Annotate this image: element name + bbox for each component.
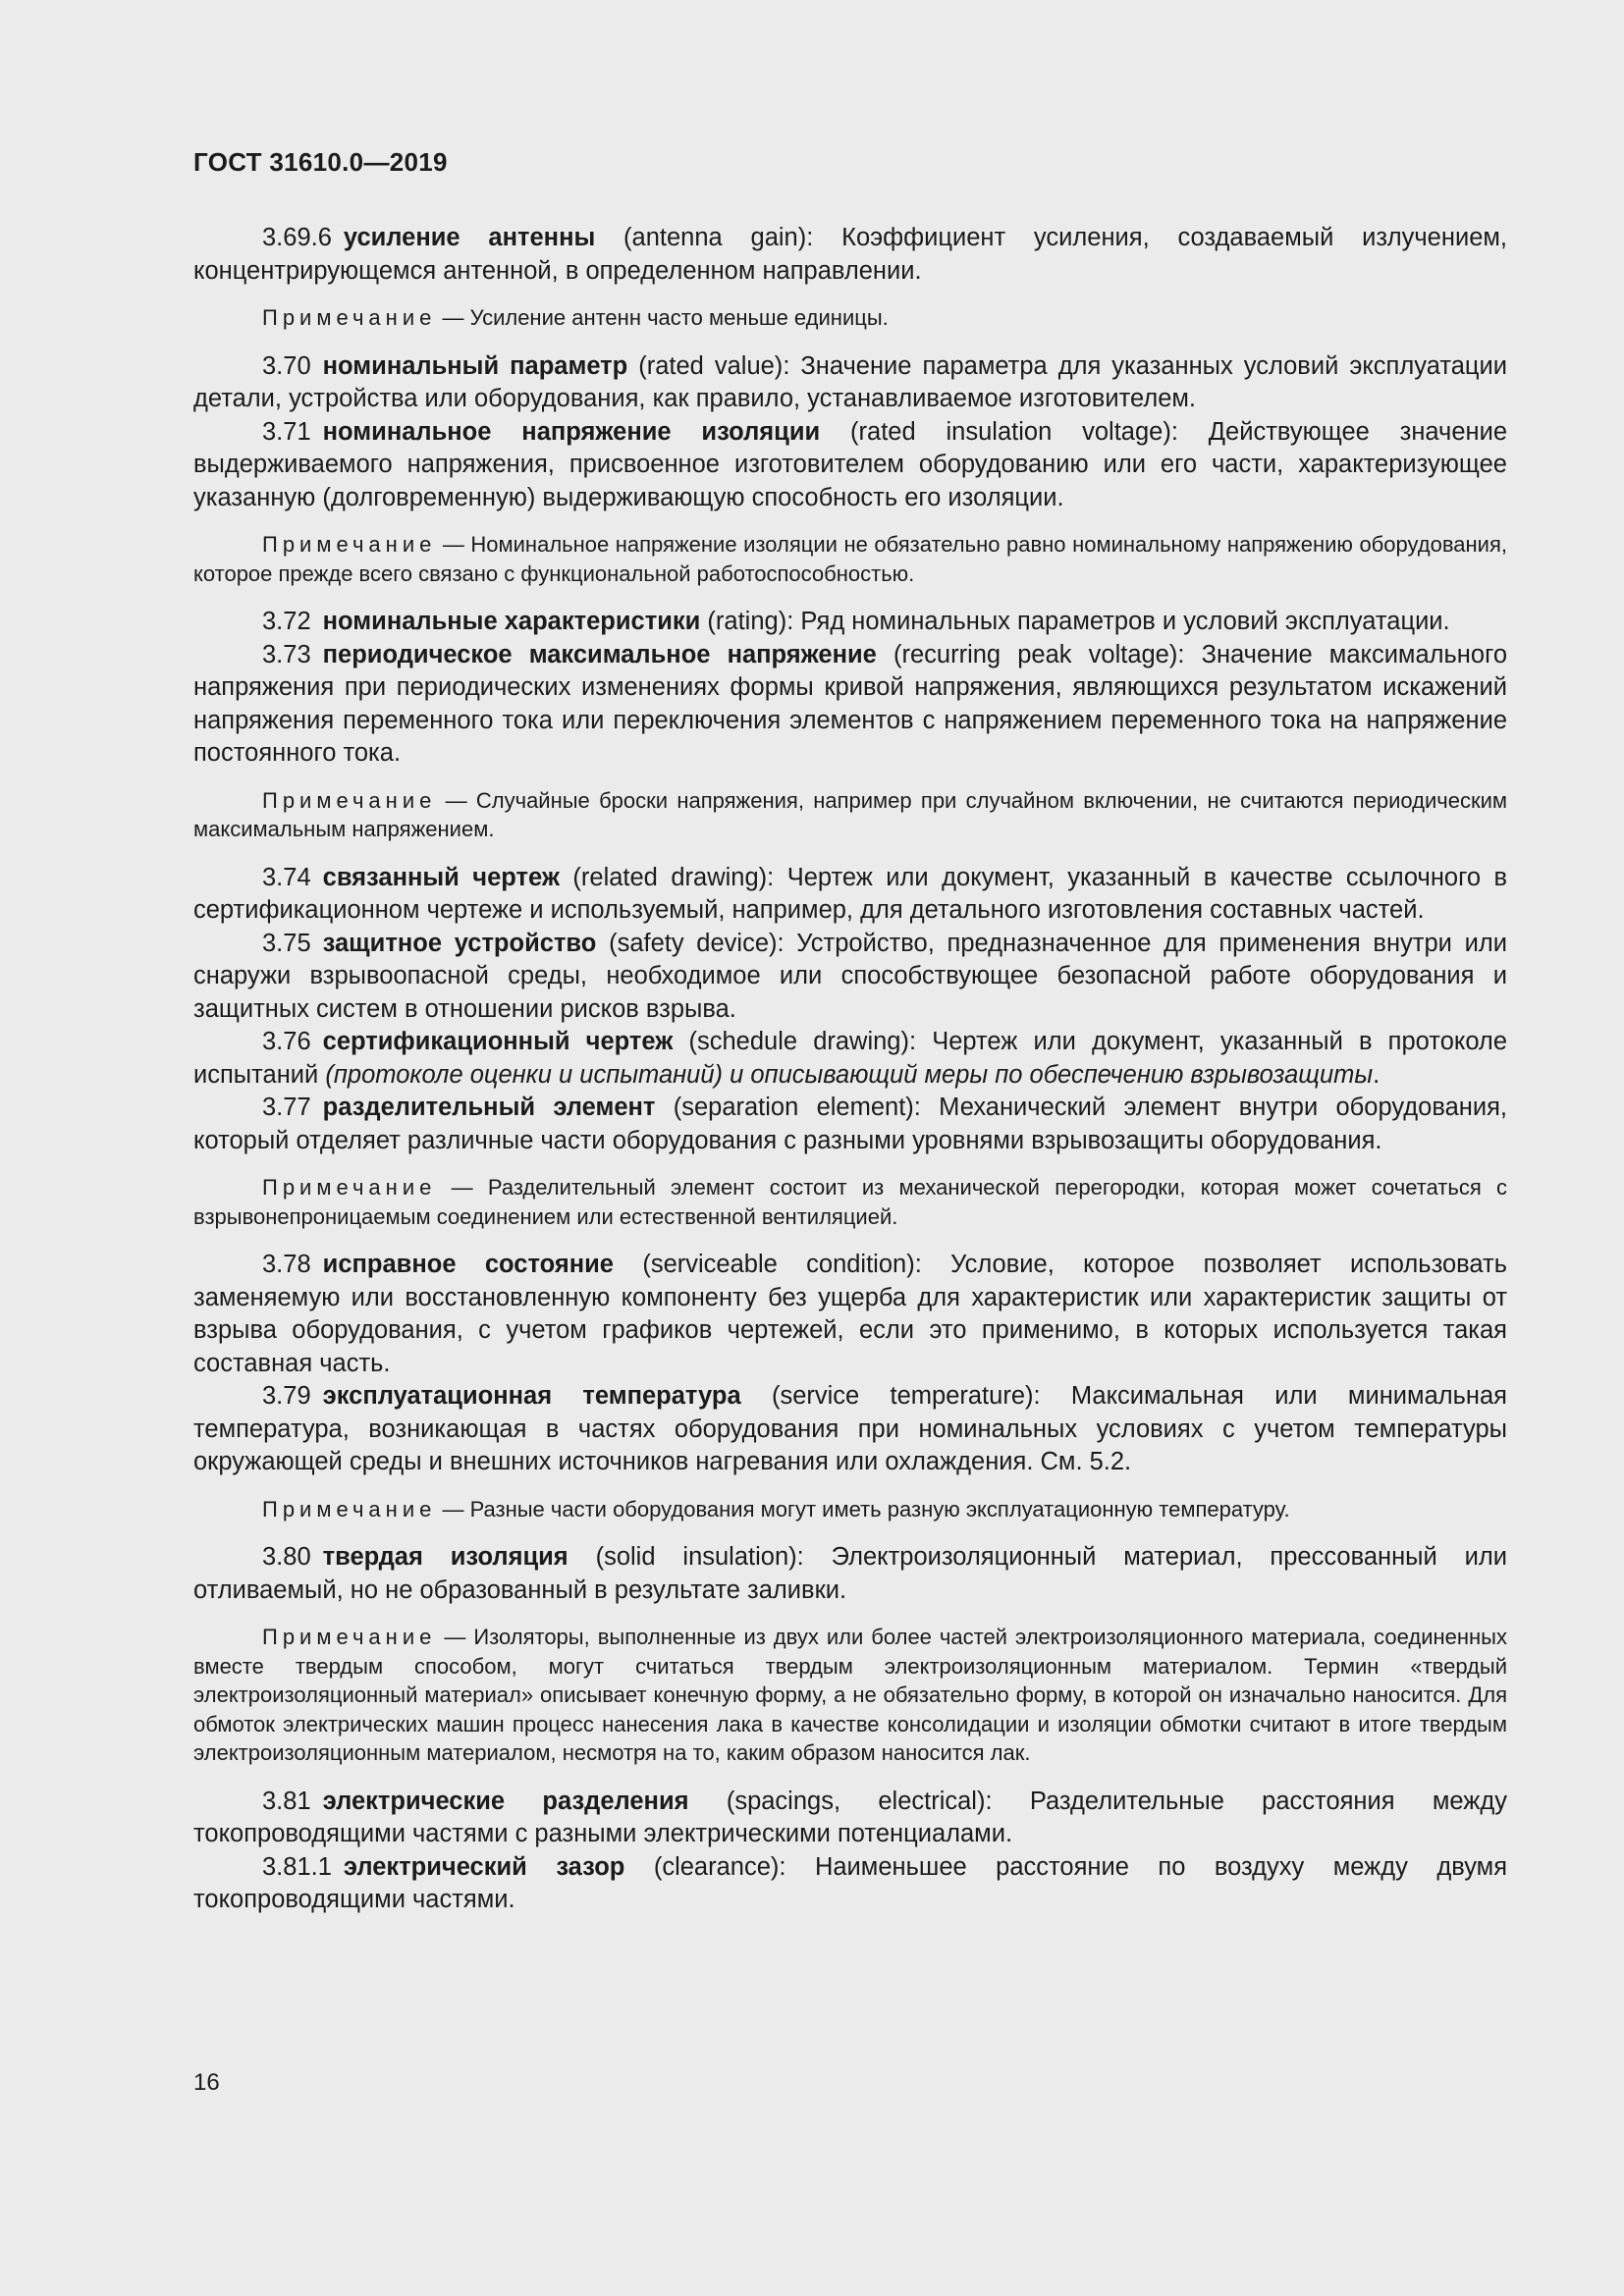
clause-number: 3.80 [262, 1543, 311, 1571]
note-label: Примечание [262, 305, 437, 330]
definition-3-69-6 [193, 222, 1507, 288]
term-english: (solid insulation) [568, 1543, 797, 1571]
term: твердая изоляция [322, 1543, 568, 1571]
clause-number: 3.81.1 [262, 1852, 332, 1881]
definition-3-78 [193, 1249, 1507, 1380]
definition-3-74 [193, 862, 1507, 928]
note-label: Примечание [262, 787, 437, 813]
clause-number: 3.76 [262, 1028, 311, 1055]
clause-number: 3.74 [262, 863, 311, 891]
term-english: (rating) [700, 608, 787, 635]
term-english: (safety device) [596, 929, 778, 957]
term: разделительный элемент [322, 1094, 656, 1121]
clause-number: 3.73 [262, 640, 311, 668]
definition-3-79 [193, 1380, 1507, 1479]
note-text: — Изоляторы, выполненные из двух или более частей электроизоляционного материала, соединенных вместе твердым способом, могут считаться твердым электроизоляционным материалом. Термин «твердый электроизоляционный материал» описывает конечную форму, а не обязательно форму, в которой он изначально наносится. Для обмоток электрических машин процесс нанесения лака в качестве консолидации и изоляции обмотки считают в итоге твердым электроизоляционным материалом, несмотря на то, каким образом наносится лак. [193, 1625, 1507, 1765]
term-english: (spacings, electrical) [688, 1787, 986, 1815]
definition-text: : Коэффициент усиления, создаваемый излучением, концентрирующемся антенной, в определенном направлении. [193, 224, 1507, 285]
definition-text: : Устройство, предназначенное для применения внутри или снаружи взрывоопасной среды, необходимое или способствующее безопасной работе оборудования и защитных систем в отношении рисков взрыва. [193, 929, 1507, 1023]
term: электрический зазор [343, 1852, 625, 1881]
note-text: — Разные части оборудования могут иметь разную эксплуатационную температуру. [436, 1496, 1290, 1522]
term-english: (serviceable condition) [613, 1251, 915, 1278]
term-english: (antenna gain) [595, 224, 807, 251]
definition-text: : Значение параметра для указанных условий эксплуатации детали, устройства или оборудования, как правило, устанавливаемое изготовителем. [193, 351, 1507, 412]
definition-3-80 [193, 1541, 1507, 1607]
clause-number: 3.81 [262, 1787, 311, 1815]
clause-number: 3.69.6 [262, 224, 332, 251]
definition-3-76 [193, 1026, 1507, 1092]
note-text: — Разделительный элемент состоит из механической перегородки, которая может сочетаться с взрывонепроницаемым соединением или естественной вентиляцией. [193, 1175, 1507, 1229]
definition-text: : Чертеж или документ, указанный в протоколе испытаний [193, 1028, 1507, 1089]
term-english: (schedule drawing) [673, 1028, 909, 1055]
note [193, 303, 1507, 333]
definition-3-71 [193, 416, 1507, 515]
note-label: Примечание [262, 532, 437, 557]
document-header: ГОСТ 31610.0—2019 [193, 147, 448, 177]
term: электрические разделения [322, 1787, 689, 1815]
clause-number: 3.71 [262, 417, 311, 446]
term: защитное устройство [322, 929, 597, 957]
term: эксплуатационная температура [322, 1382, 741, 1410]
definition-italic-text: (протоколе оценки и испытаний) и описывающий меры по обеспечению взрывозащиты [325, 1060, 1374, 1089]
definition-text: : Условие, которое позволяет использовать заменяемую или восстановленную компоненту без ущерба для характеристик или характеристик защиты от взрыва оборудования, с учетом графиков чертежей, если это применимо, в которых используется такая составная часть. [193, 1251, 1508, 1377]
term: номинальный параметр [322, 351, 628, 380]
term-english: (rated value) [627, 351, 784, 380]
term: исправное состояние [322, 1251, 614, 1278]
note [193, 1495, 1507, 1524]
document-body [193, 222, 1507, 1917]
note [193, 1173, 1507, 1231]
definition-3-75 [193, 928, 1507, 1027]
definition-3-72 [193, 606, 1507, 639]
term: номинальные характеристики [322, 608, 701, 635]
note-label: Примечание [262, 1496, 437, 1522]
note [193, 1623, 1507, 1768]
page-number: 16 [193, 2069, 220, 2096]
definition-text: : Действующее значение выдерживаемого напряжения, присвоенное изготовителем оборудованию или его части, характеризующее указанную (долговременную) выдерживающую способность его изоляции. [193, 417, 1508, 511]
definition-3-77 [193, 1092, 1507, 1157]
term-english: (recurring peak voltage) [876, 640, 1178, 668]
definition-text: : Электроизоляционный материал, прессованный или отливаемый, но не образованный в результате заливки. [193, 1543, 1507, 1604]
definition-3-73 [193, 639, 1507, 771]
note [193, 530, 1507, 588]
term: периодическое максимальное напряжение [322, 640, 877, 668]
note-text: — Случайные броски напряжения, например при случайном включении, не считаются периодическим максимальным напряжением. [193, 787, 1507, 841]
definition-3-81 [193, 1786, 1507, 1851]
note [193, 786, 1507, 844]
term-english: (separation element) [655, 1094, 914, 1121]
term: связанный чертеж [322, 863, 560, 891]
definition-text: : Разделительные расстояния между токопроводящими частями с разными электрическими потенциалами. [193, 1787, 1507, 1847]
term-english: (clearance) [624, 1852, 780, 1881]
definition-text: : Чертеж или документ, указанный в качестве ссылочного в сертификационном чертеже и используемый, например, для детального изготовления составных частей. [193, 863, 1508, 924]
term-english: (related drawing) [559, 863, 768, 891]
definition-3-81-1 [193, 1851, 1507, 1917]
definition-text: : Наименьшее расстояние по воздуху между двумя токопроводящими частями. [193, 1852, 1508, 1913]
note-text: — Усиление антенн часто меньше единицы. [436, 305, 889, 330]
clause-number: 3.77 [262, 1094, 311, 1121]
definition-tail: . [1373, 1060, 1380, 1089]
note-label: Примечание [262, 1625, 437, 1649]
clause-number: 3.72 [262, 608, 311, 635]
term: номинальное напряжение изоляции [322, 417, 821, 446]
clause-number: 3.75 [262, 929, 311, 957]
note-text: — Номинальное напряжение изоляции не обязательно равно номинальному напряжению оборудования, которое прежде всего связано с функциональной работоспособностью. [193, 532, 1507, 586]
term-english: (rated insulation voltage) [820, 417, 1171, 446]
term-english: (service temperature) [740, 1382, 1034, 1410]
definition-text: : Значение максимального напряжения при периодических изменениях формы кривой напряжения, являющихся результатом искажений напряжения переменного тока или переключения элементов с напряжением переменного тока на напряжение постоянного тока. [193, 640, 1507, 767]
definition-text: : Механический элемент внутри оборудования, который отделяет различные части оборудования с разными уровнями взрывозащиты оборудования. [193, 1094, 1507, 1154]
definition-text: : Максимальная или минимальная температура, возникающая в частях оборудования при номинальных условиях с учетом температуры окружающей среды и внешних источников нагревания или охлаждения. См. 5.2. [193, 1382, 1507, 1475]
clause-number: 3.78 [262, 1251, 311, 1278]
definition-3-70 [193, 350, 1507, 416]
term: усиление антенны [343, 224, 596, 251]
clause-number: 3.70 [262, 351, 311, 380]
term: сертификационный чертеж [322, 1028, 674, 1055]
note-label: Примечание [262, 1175, 437, 1200]
definition-text: : Ряд номинальных параметров и условий эксплуатации. [786, 608, 1450, 635]
clause-number: 3.79 [262, 1382, 311, 1410]
